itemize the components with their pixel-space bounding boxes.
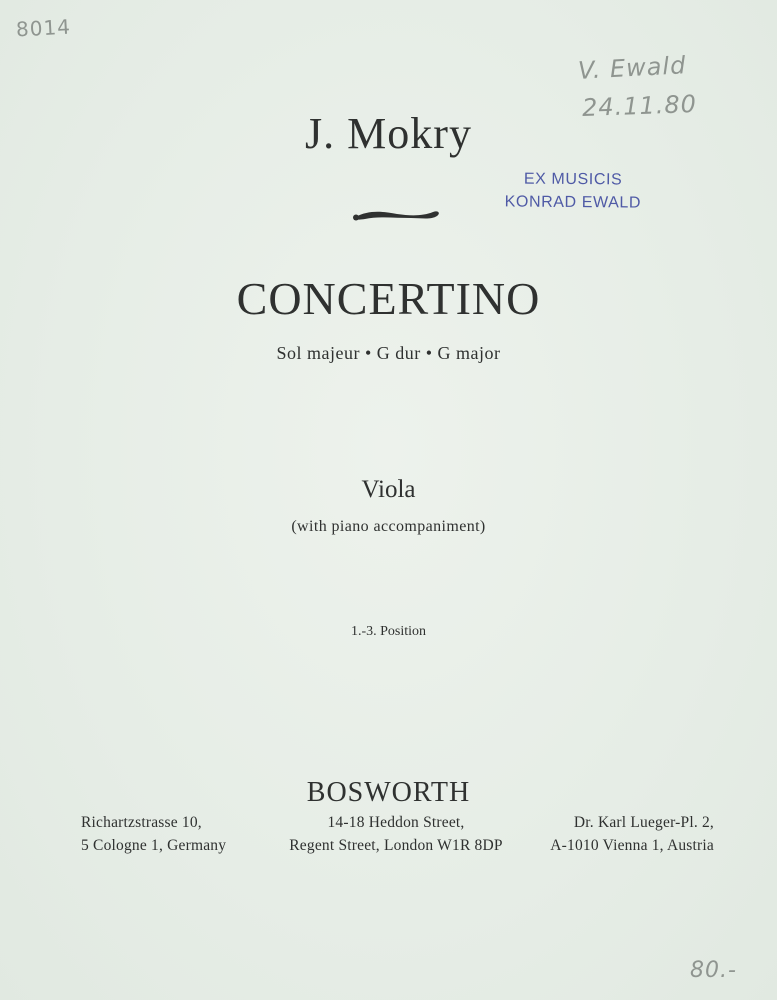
stamp-line-2: KONRAD EWALD	[504, 193, 642, 212]
accompaniment-note: (with piano accompaniment)	[291, 518, 486, 535]
office-address-london	[270, 811, 522, 857]
stamp-line-1: EX MUSICIS	[523, 170, 623, 189]
work-title: CONCERTINO	[236, 273, 541, 324]
address-line: Regent Street, London W1R 8DP	[289, 837, 503, 854]
address-line: A-1010 Vienna 1, Austria	[550, 837, 714, 854]
position-note: 1.-3. Position	[350, 624, 427, 639]
catalog-number-annotation: 8014	[15, 14, 72, 42]
address-line: 5 Cologne 1, Germany	[81, 837, 227, 854]
composer-name: J. Mokry	[305, 109, 472, 158]
address-line: Dr. Karl Lueger-Pl. 2,	[573, 814, 714, 831]
ownership-stamp	[493, 167, 653, 214]
flourish-ornament-icon	[351, 204, 443, 224]
key-subtitle: Sol majeur • G dur • G major	[276, 343, 501, 363]
publisher-name: BOSWORTH	[306, 777, 471, 808]
owner-signature-annotation: V. Ewald	[577, 51, 687, 85]
address-line: 14-18 Heddon Street,	[327, 814, 465, 831]
office-address-cologne	[81, 811, 226, 857]
owner-date-annotation: 24.11.80	[581, 90, 698, 122]
address-line: Richartzstrasse 10,	[81, 814, 202, 831]
office-address-vienna	[520, 811, 714, 857]
price-annotation: 80.-	[690, 958, 737, 983]
instrument-name: Viola	[361, 476, 416, 503]
